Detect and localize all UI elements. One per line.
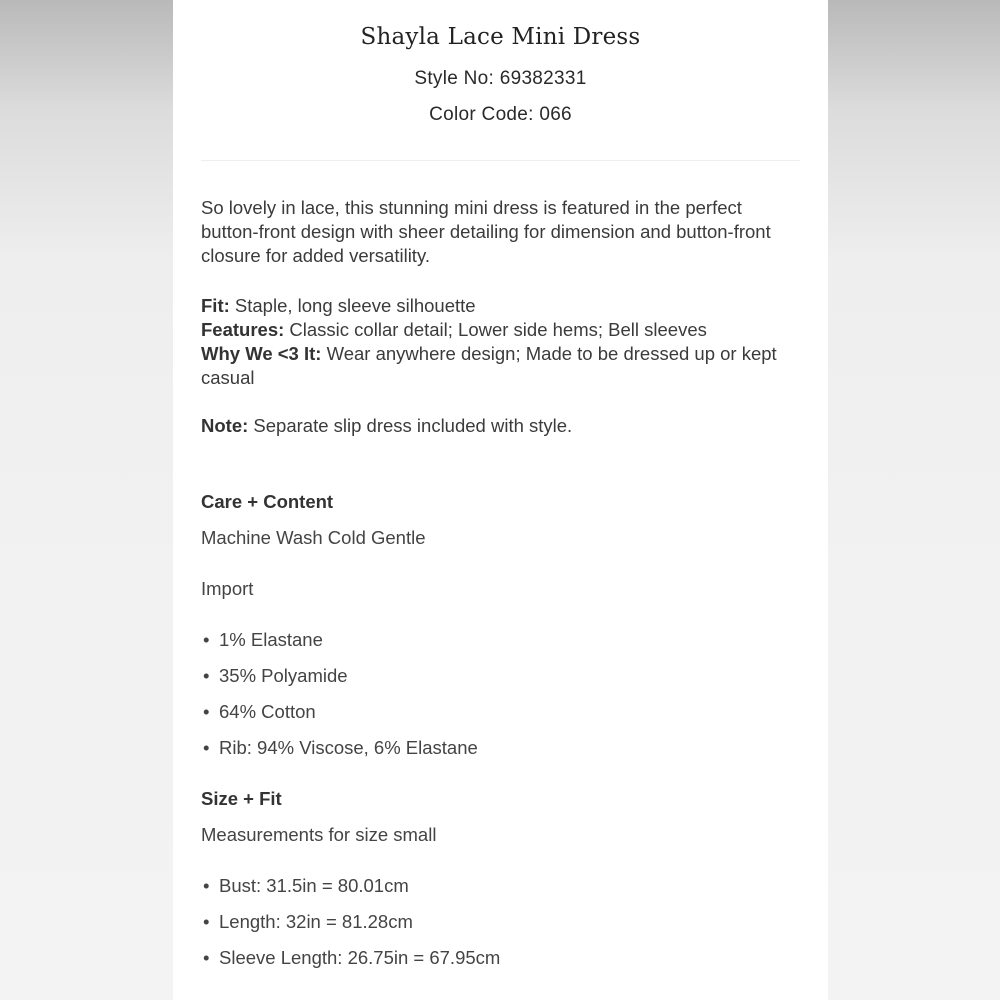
color-code: Color Code: 066 xyxy=(429,104,572,125)
care-origin-text: Import xyxy=(201,578,254,599)
product-note xyxy=(201,414,788,438)
product-content xyxy=(201,196,788,970)
style-number: Style No: 69382331 xyxy=(414,68,587,89)
product-detail-panel xyxy=(173,0,828,1000)
measurements-list xyxy=(201,874,788,970)
fit-value: Staple, long sleeve silhouette xyxy=(229,295,476,316)
note-label: Note: xyxy=(201,415,249,436)
fit-label: Fit: xyxy=(201,295,230,316)
care-wash-text: Machine Wash Cold Gentle xyxy=(201,527,426,548)
care-content-heading: Care + Content xyxy=(201,491,334,512)
list-item: • Sleeve Length: 26.75in = 67.95cm xyxy=(201,946,788,970)
size-fit-heading: Size + Fit xyxy=(201,788,282,809)
features-value: Classic collar detail; Lower side hems; Bell sleeves xyxy=(284,319,707,340)
list-item: • 1% Elastane xyxy=(201,628,788,652)
list-item: • 35% Polyamide xyxy=(201,664,788,688)
product-title: Shayla Lace Mini Dress xyxy=(360,24,641,50)
product-specs xyxy=(201,294,788,390)
list-item: • 64% Cotton xyxy=(201,700,788,724)
why-value: Wear anywhere design; Made to be dressed up or kept casual xyxy=(201,343,777,388)
size-fit-subtitle: Measurements for size small xyxy=(201,824,437,845)
list-item: • Length: 32in = 81.28cm xyxy=(201,910,788,934)
product-description: So lovely in lace, this stunning mini dress is featured in the perfect button-front design with sheer detailing for dimension and button-front closure for added versatility. xyxy=(201,197,771,266)
header-divider xyxy=(201,160,800,161)
features-label: Features: xyxy=(201,319,285,340)
materials-list xyxy=(201,628,788,760)
list-item: • Bust: 31.5in = 80.01cm xyxy=(201,874,788,898)
list-item: • Rib: 94% Viscose, 6% Elastane xyxy=(201,736,788,760)
note-value: Separate slip dress included with style. xyxy=(248,415,573,436)
why-label: Why We <3 It: xyxy=(201,343,322,364)
